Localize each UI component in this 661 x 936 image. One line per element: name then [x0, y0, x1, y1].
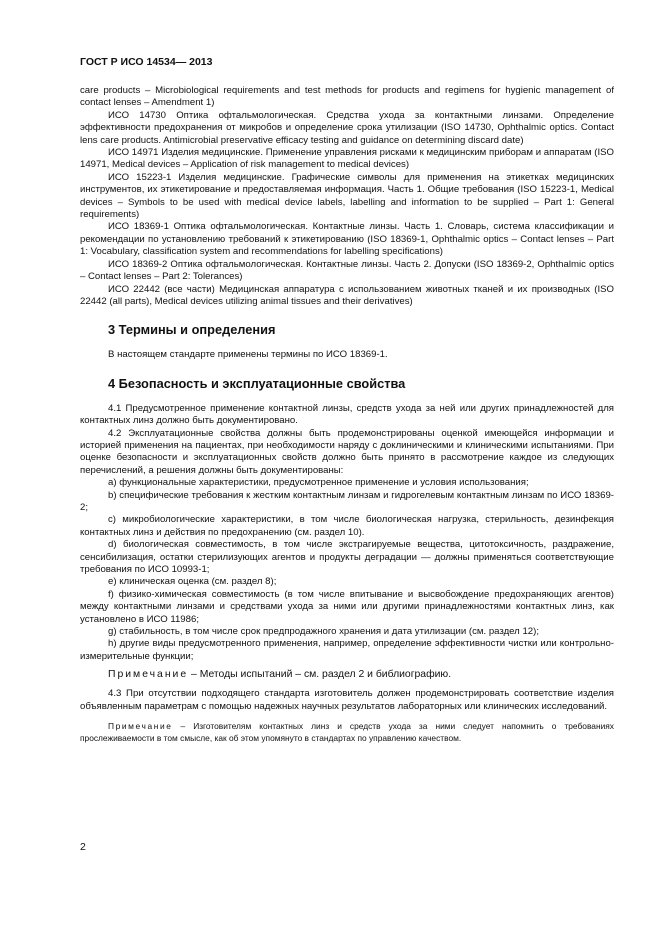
- note-text: – Изготовителям контактных линз и средств ухода за ними следует напомнить о требованиях прослеживаемости в том смысле, как об этом упомянуто в стандартах по управлению качеством.: [80, 721, 614, 743]
- list-item: h) другие виды предусмотренного применения, например, определение эффективности чистки или контрольно-измерительные функции;: [80, 638, 614, 662]
- list-item: g) стабильность, в том числе срок предпродажного хранения и дата утилизации (см. раздел 12);: [108, 626, 539, 638]
- reference-item: ИСО 15223-1 Изделия медицинские. Графические символы для применения на этикетках медицинских инструментов, их этикетирование и предоставляемая информация. Часть 1. Общие требования (ISO 15223-1, Medical devices – Symbols to be used with medical device labels, labelling and information to be supplied – Part 1: General requirements): [80, 171, 614, 221]
- document-header: ГОСТ Р ИСО 14534— 2013: [80, 56, 213, 68]
- reference-item: ИСО 14730 Оптика офтальмологическая. Средства ухода за контактными линзами. Определение эффективности предохранения от микробов и определение срока утилизации (ISO 14730, Ophthalmic optics. Contact lens care products. Antimicrobial preservative efficacy testing and guidance on determining discard date): [80, 109, 614, 146]
- note-label: Примечание: [108, 721, 173, 732]
- list-item: c) микробиологические характеристики, в том числе биологическая нагрузка, стерильность, дезинфекция контактных линз и действия по предохранению (см. раздел 10).: [80, 514, 614, 538]
- note-traceability: [80, 721, 614, 744]
- reference-item: ИСО 14971 Изделия медицинские. Применение управления рисками к медицинским приборам и аппаратам (ISO 14971, Medical devices – Application of risk management to medical devices): [80, 147, 614, 171]
- note-text: – Методы испытаний – см. раздел 2 и библиографию.: [188, 669, 452, 681]
- page-number: 2: [80, 841, 86, 853]
- reference-item: ИСО 18369-1 Оптика офтальмологическая. Контактные линзы. Часть 1. Словарь, система классификации и рекомендации по установлению требований к этикетированию (ISO 18369-1, Ophthalmic optics – Contact lenses – Part 1: Vocabulary, classification system and recommendations for labelling specifications): [80, 221, 614, 258]
- requirements-list: [80, 477, 614, 663]
- reference-item: care products – Microbiological requirements and test methods for products and regimens for hygienic management of contact lenses – Amendment 1): [80, 85, 614, 109]
- note-test-methods: [108, 669, 614, 680]
- note-label: Примечание: [108, 669, 189, 681]
- clause-4-2: 4.2 Эксплуатационные свойства должны быть продемонстрированы оценкой имеющейся информации и историей применения на пациентах, при необходимости наряду с доклиническими и клиническими испытаниями. При оценке безопасности и эксплуатационных свойств должно быть принято в рассмотрение каждое из следующих перечислений, а решения должны быть документированы:: [80, 427, 614, 476]
- reference-item: ИСО 22442 (все части) Медицинская аппаратура с использованием животных тканей и их производных (ISO 22442 (all parts), Medical devices utilizing animal tissues and their derivatives): [80, 283, 614, 307]
- list-item: e) клиническая оценка (см. раздел 8);: [108, 576, 277, 588]
- list-item: f) физико-химическая совместимость (в том числе впитывание и высвобождение предохраняющих агентов) между контактными линзами и средствами ухода за ними или другими принадлежностями контактных линз, как установлено в ИСО 11986;: [80, 588, 614, 625]
- clause-4-1: 4.1 Предусмотренное применение контактной линзы, средств ухода за ней или других принадлежностей для контактных линз должно быть документировано.: [80, 402, 614, 427]
- clause-4-3: 4.3 При отсутствии подходящего стандарта изготовитель должен продемонстрировать соответствие изделия объявленным параметрам с помощью надежных научных результатов лабораторных или клинических исследований.: [80, 688, 614, 712]
- section-3-heading: 3 Термины и определения: [108, 322, 276, 338]
- list-item: d) биологическая совместимость, в том числе экстрагируемые вещества, цитотоксичность, раздражение, сенсибилизация, остатки стерилизующих агентов и продукты деградации — должны применяться соответствующие требования по ИСО 10993-1;: [80, 539, 614, 575]
- page-body: [80, 56, 614, 744]
- list-item: b) специфические требования к жестким контактным линзам и гидрогелевым контактным линзам по ИСО 18369-2;: [80, 489, 614, 513]
- reference-item: ИСО 18369-2 Оптика офтальмологическая. Контактные линзы. Часть 2. Допуски (ISO 18369-2, Ophthalmic optics – Contact lenses – Part 2: Tolerances): [80, 258, 614, 283]
- section-3-text: В настоящем стандарте применены термины по ИСО 18369-1.: [108, 349, 388, 361]
- list-item: a) функциональные характеристики, предусмотренное применение и условия использования;: [108, 477, 529, 489]
- section-4-heading: 4 Безопасность и эксплуатационные свойства: [108, 375, 406, 391]
- normative-references: [80, 85, 614, 308]
